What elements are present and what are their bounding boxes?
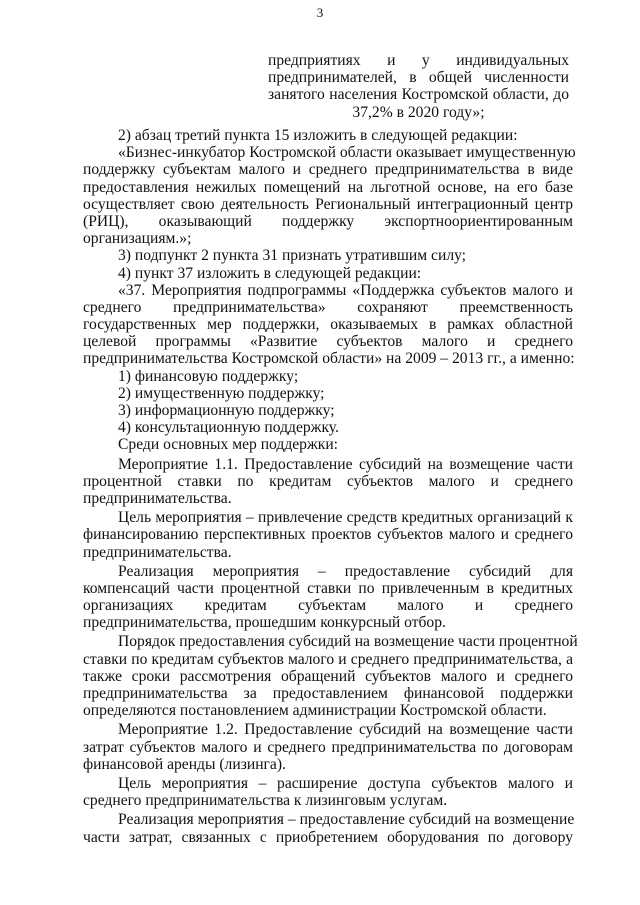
text-line: затрат субъектов малого и среднего предпринимательства по договорам bbox=[83, 738, 573, 756]
text-line: предпринимательства за предоставлением финансовой поддержки bbox=[83, 685, 573, 702]
text-line: ставки по кредитам субъектов малого и среднего предпринимательства, а bbox=[83, 650, 573, 668]
text-line: занятого населения Костромской области, до bbox=[268, 86, 569, 104]
document-body bbox=[83, 127, 578, 846]
list-item: 4) консультационную поддержку. bbox=[118, 419, 339, 437]
text-line: Реализация мероприятия – предоставление субсидий для bbox=[118, 562, 573, 580]
text-line: поддержку субъектам малого и среднего предпринимательства в виде bbox=[83, 161, 573, 179]
text-line: организациях кредитам субъектам малого и среднего bbox=[83, 597, 573, 615]
text-line: 37,2% в 2020 году»; bbox=[352, 103, 485, 121]
text-line: «Бизнес-инкубатор Костромской области оказывает имущественную bbox=[118, 144, 576, 162]
text-line: Цель мероприятия – привлечение средств кредитных организаций к bbox=[118, 509, 573, 527]
text-line: предпринимательства Костромской области» на 2009 – 2013 гг., а именно: bbox=[83, 350, 575, 368]
text-line: предпринимательства. bbox=[83, 489, 232, 507]
text-line: государственных мер поддержки, оказываемых в рамках областной bbox=[83, 316, 573, 334]
list-item: 2) имущественную поддержку; bbox=[118, 384, 325, 402]
quote-continuation bbox=[268, 52, 569, 121]
text-line: Мероприятие 1.1. Предоставление субсидий на возмещение части bbox=[118, 455, 573, 473]
text-line: среднего предпринимательства к лизинговым услугам. bbox=[83, 792, 448, 810]
text-line: также сроки рассмотрения обращений субъектов малого и среднего bbox=[83, 667, 573, 685]
text-line: «37. Мероприятия подпрограммы «Поддержка субъектов малого и bbox=[118, 281, 573, 299]
text-line: предпринимательства. bbox=[83, 543, 232, 561]
text-line: 3) подпункт 2 пункта 31 признать утратившим силу; bbox=[118, 247, 467, 265]
list-item: 3) информационную поддержку; bbox=[118, 402, 335, 419]
text-line: Реализация мероприятия – предоставление субсидий на возмещение bbox=[118, 811, 575, 829]
text-line: компенсаций части процентной ставки по привлеченным в кредитных bbox=[83, 579, 573, 597]
text-line: осуществляет свою деятельность Региональный интеграционный центр bbox=[83, 195, 573, 213]
text-line: предпринимателей, в общей численности bbox=[268, 69, 569, 87]
text-line: Мероприятие 1.2. Предоставление субсидий на возмещение части bbox=[118, 721, 573, 739]
text-line: 4) пункт 37 изложить в следующей редакции: bbox=[118, 264, 422, 282]
text-line: Среди основных мер поддержки: bbox=[118, 436, 339, 454]
text-line: определяются постановлением администрации Костромской области. bbox=[83, 702, 547, 720]
text-line: целевой программы «Развитие субъектов малого и среднего bbox=[83, 333, 573, 351]
text-line: 2) абзац третий пункта 15 изложить в следующей редакции: bbox=[118, 127, 518, 144]
text-line: предприятиях и у индивидуальных bbox=[268, 52, 569, 69]
text-line: среднего предпринимательства» сохраняют преемственность bbox=[83, 298, 573, 316]
text-line: финансированию перспективных проектов субъектов малого и среднего bbox=[83, 526, 573, 544]
text-line: процентной ставки по кредитам субъектов малого и среднего bbox=[83, 472, 573, 490]
text-line: финансовой аренды (лизинга). bbox=[83, 755, 286, 773]
text-line: организациям.»; bbox=[83, 230, 192, 248]
text-line: (РИЦ), оказывающий поддержку экспортноориентированным bbox=[83, 212, 573, 230]
list-item: 1) финансовую поддержку; bbox=[118, 367, 299, 385]
page-number: 3 bbox=[316, 5, 324, 20]
text-line: предоставления нежилых помещений на льготной основе, на его базе bbox=[83, 178, 573, 196]
text-line: части затрат, связанных с приобретением оборудования по договору bbox=[83, 828, 573, 846]
text-line: Порядок предоставления субсидий на возмещение части процентной bbox=[118, 633, 578, 651]
text-line: предпринимательства, прошедшим конкурсный отбор. bbox=[83, 614, 446, 632]
text-line: Цель мероприятия – расширение доступа субъектов малого и bbox=[118, 774, 573, 792]
